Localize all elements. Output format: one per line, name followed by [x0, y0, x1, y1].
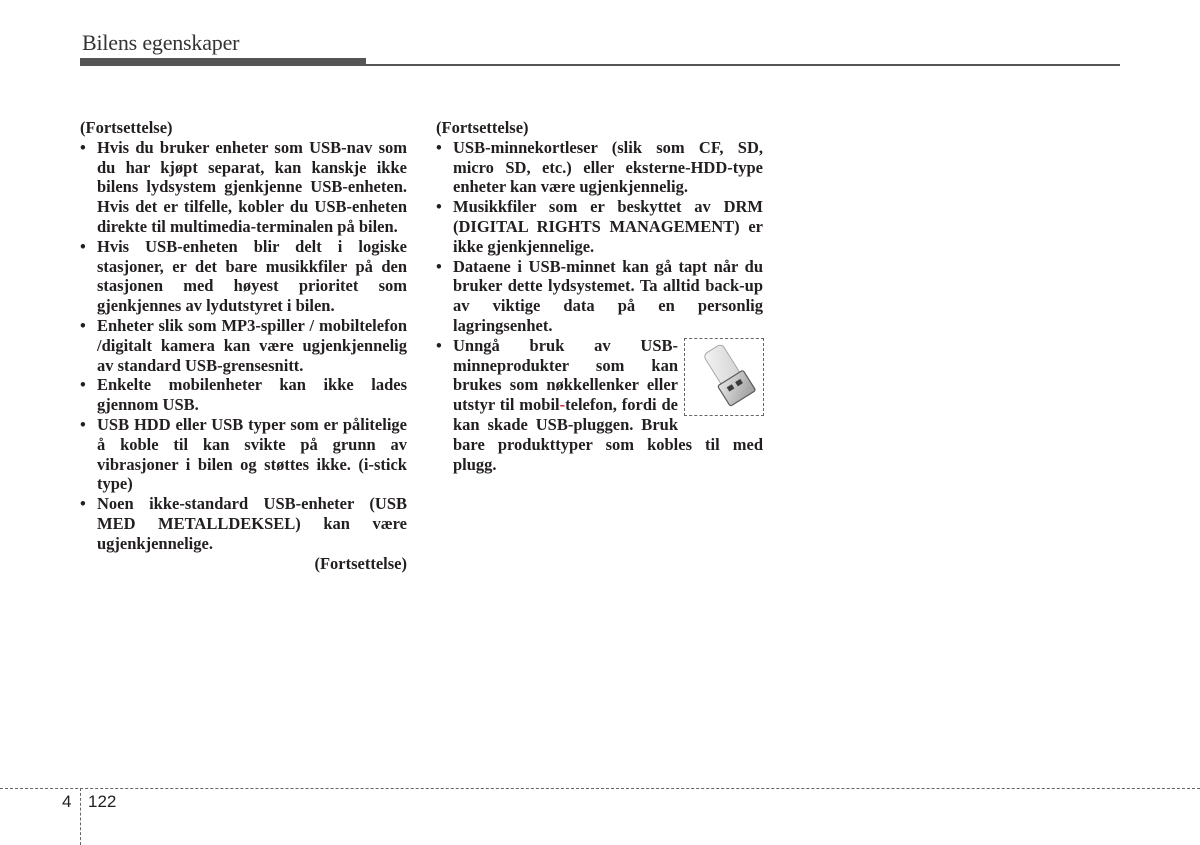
bullet-icon: •	[80, 375, 86, 395]
continued-label-top: (Fortsettelse)	[80, 118, 173, 137]
footer-dashed-rule	[0, 788, 1200, 789]
list-item	[436, 336, 763, 475]
header-rule	[80, 64, 1120, 66]
page-number: 122	[88, 792, 117, 811]
left-column	[80, 118, 407, 573]
chapter-number: 4	[62, 792, 72, 811]
page-header-title: Bilens egenskaper	[82, 30, 240, 55]
list-item-text: Enkelte mobilenheter kan ikke lades gjennom USB.	[97, 375, 407, 415]
list-item-text: Musikkfiler som er beskyttet av DRM (DIGITAL RIGHTS MANAGEMENT) er ikke gjenkjennelige.	[453, 197, 763, 256]
usb-stick-illustration	[684, 338, 764, 416]
bullet-icon: •	[80, 315, 86, 335]
list-item-text: Dataene i USB-minnet kan gå tapt når du bruker dette lydsystemet. Ta alltid back-up av viktige data på en personlig lagringsenhet.	[453, 256, 763, 335]
bullet-icon: •	[436, 197, 442, 217]
right-bullet-list	[436, 138, 763, 475]
list-item-text: Enheter slik som MP3-spiller / mobiltelefon /digitalt kamera kan være ugjenkjennelig av standard USB-grensesnitt.	[97, 315, 407, 375]
bullet-icon: •	[80, 414, 86, 434]
list-item-text: USB HDD eller USB typer som er pålitelige å koble til kan svikte på grunn av vibrasjoner i bilen og støttes ikke. (i-stick type)	[97, 414, 407, 494]
bullet-icon: •	[436, 137, 442, 157]
list-item	[436, 138, 763, 197]
list-item-text: Hvis du bruker enheter som USB-nav som du har kjøpt separat, kan kanskje ikke bilens lydsystem gjenkjenne USB-enheten. Hvis det er tilfelle, kobler du USB-enheten direkte til multimedia-terminalen på bilen.	[97, 137, 407, 236]
bullet-icon: •	[80, 236, 86, 256]
list-item-text: Noen ikke-standard USB-enheter (USB MED METALLDEKSEL) kan være ugjenkjennelige.	[97, 494, 407, 553]
list-item	[80, 237, 407, 316]
list-item	[80, 375, 407, 415]
list-item	[436, 257, 763, 336]
footer-dashed-divider	[80, 788, 81, 845]
right-column	[436, 118, 763, 474]
list-item-text: Unngå bruk av USB-minneprodukter som kan brukes som nøkkellenker eller utstyr til mobil	[453, 335, 678, 415]
bullet-icon: •	[80, 137, 86, 157]
red-hyphen: -	[559, 395, 566, 415]
usb-stick-icon	[685, 339, 763, 415]
list-item-text: USB-minnekortleser (slik som CF, SD, micro SD, etc.) eller eksterne-HDD-type enheter kan være ugjenkjennelig.	[453, 137, 763, 197]
list-item	[80, 138, 407, 237]
left-bullet-list	[80, 138, 407, 554]
list-item	[80, 494, 407, 553]
bullet-icon: •	[80, 494, 86, 514]
bullet-icon: •	[436, 256, 442, 276]
bullet-icon: •	[436, 335, 442, 355]
continued-label-bottom: (Fortsettelse)	[314, 553, 407, 573]
continued-label-top: (Fortsettelse)	[436, 118, 529, 137]
list-item	[80, 415, 407, 494]
list-item	[436, 197, 763, 256]
list-item-text-continued: telefon, fordi de kan skade USB-pluggen. Bruk bare produkttyper som kobles til med plugg.	[453, 395, 763, 474]
list-item	[80, 316, 407, 375]
list-item-text: Hvis USB-enheten blir delt i logiske stasjoner, er det bare musikkfiler på den stasjonen med høyest prioritet som gjenkjennes av lydutstyret i bilen.	[97, 236, 407, 316]
